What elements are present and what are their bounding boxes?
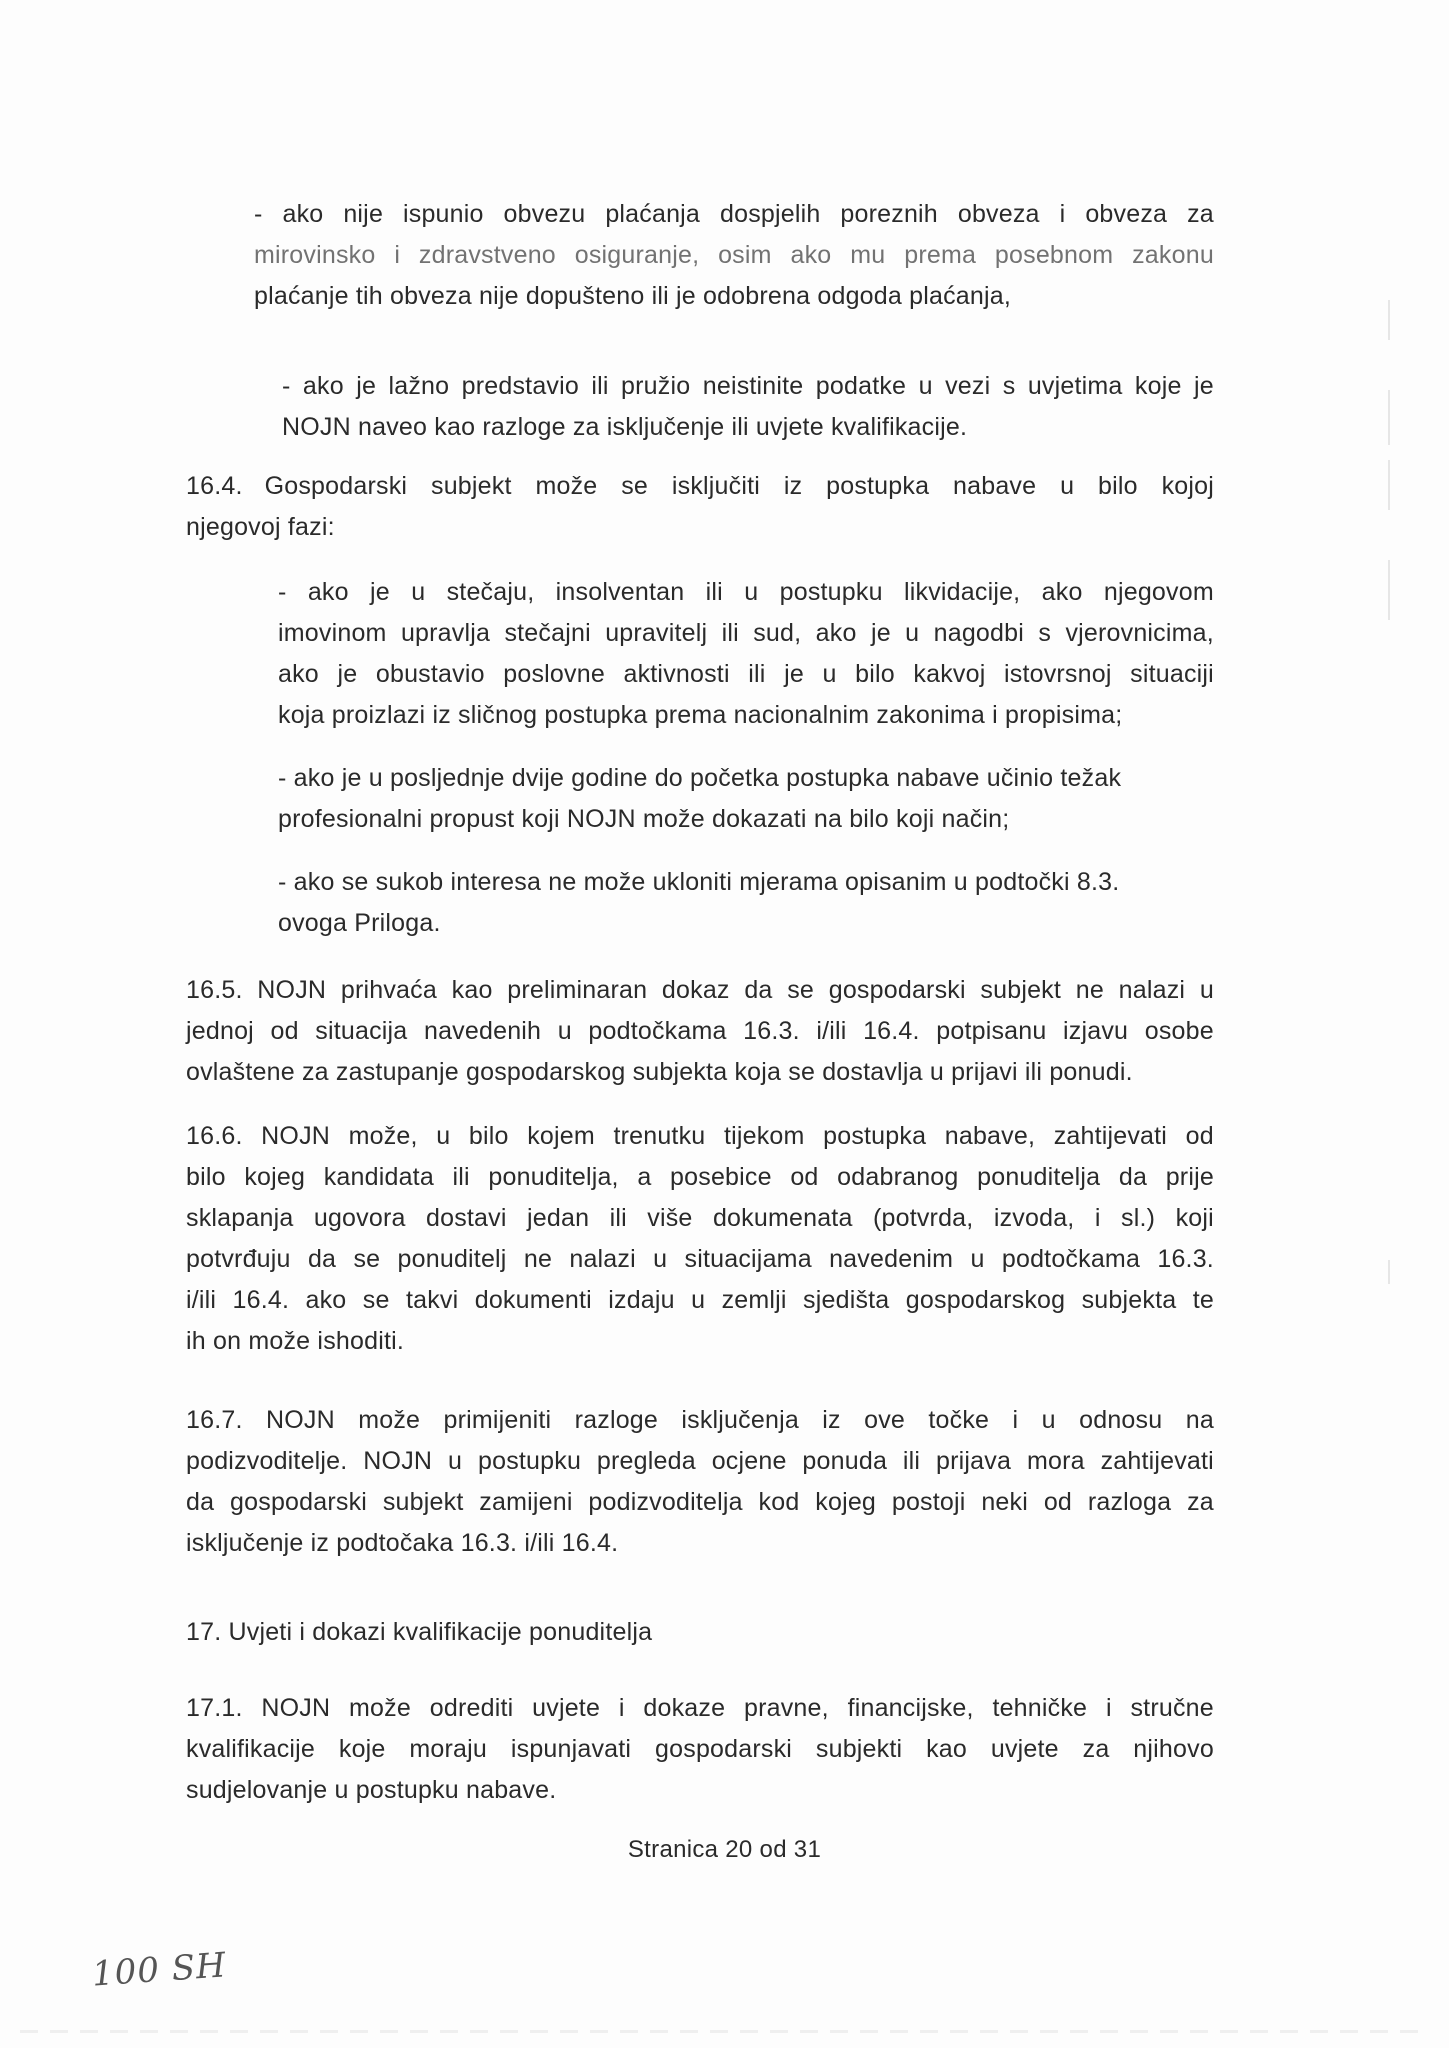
word: ako (790, 241, 832, 269)
word: da (186, 1488, 215, 1516)
word: obustavio (375, 660, 485, 688)
word: u (918, 372, 933, 400)
word: je (784, 660, 804, 688)
word: stečaju, (446, 578, 535, 606)
word: upravlja (400, 619, 491, 647)
word: 16.6. (186, 1122, 243, 1150)
word: točke (928, 1406, 990, 1434)
word: osim (718, 241, 772, 269)
word: navedenim (829, 1245, 954, 1273)
word: neistinite (702, 372, 804, 400)
word: postupku (779, 578, 883, 606)
word: ne (523, 1245, 553, 1273)
section-text: Gospodarski subjekt može se isključiti iz postupka nabave u bilo kojoj (264, 472, 1214, 500)
text-line: koja proizlazi iz sličnog postupka prema nacionalnim zakonima i propisima; (278, 701, 1123, 729)
word: s (1002, 372, 1016, 400)
word: ponuditelja, (488, 1163, 619, 1191)
word: ne (1075, 976, 1104, 1004)
word: poreznih (840, 200, 938, 228)
word: pravne, (744, 1694, 829, 1722)
word: može (358, 1406, 421, 1434)
word: u (653, 1245, 668, 1273)
word: situacijama (684, 1245, 812, 1273)
text-line: - ako se sukob interesa ne može ukloniti mjerama opisanim u podtočki 8.3. (278, 868, 1120, 896)
word: upravitelj (605, 619, 708, 647)
word: od (1185, 1122, 1214, 1150)
word: tijekom (723, 1122, 805, 1150)
word: razloga (1087, 1488, 1172, 1516)
word: 16.5. (186, 976, 243, 1004)
word: bilo (468, 1122, 509, 1150)
word: 16.3. (743, 1017, 800, 1045)
word: predstavio (461, 372, 579, 400)
word: ili (609, 1204, 627, 1232)
heading-17 (186, 1612, 1214, 1653)
word: je (356, 372, 377, 400)
word: nalazi (1118, 976, 1186, 1004)
word: podizvoditelje. (186, 1447, 348, 1475)
word: 16.4. (232, 1286, 290, 1314)
word: posebice (670, 1163, 772, 1191)
word: od (790, 1163, 819, 1191)
word: zahtijevati (1053, 1122, 1168, 1150)
text-line: ovoga Priloga. (278, 909, 441, 937)
word: i/ili (816, 1017, 847, 1045)
word: navedenih (423, 1017, 542, 1045)
word: kvalifikacije (186, 1735, 316, 1763)
word: izdaju (608, 1286, 675, 1314)
word: se (362, 1286, 390, 1314)
section-heading: 17. Uvjeti i dokazi kvalifikacije ponuditelja (186, 1618, 653, 1646)
text-line: NOJN naveo kao razloge za isključenje ili uvjete kvalifikacije. (282, 413, 968, 441)
word: koji (1175, 1204, 1214, 1232)
section-number: 16.4. (186, 472, 243, 500)
word: u (905, 619, 920, 647)
word: u (970, 1245, 985, 1273)
word: lažno (388, 372, 450, 400)
word: ili (902, 1447, 921, 1475)
scan-artifact (20, 2030, 1420, 2033)
word: jednoj (186, 1017, 254, 1045)
word: uvjete (532, 1694, 601, 1722)
text-line (278, 654, 1214, 695)
word: ako (815, 619, 857, 647)
text-line: plaćanje tih obveza nije dopušteno ili je odobrena odgoda plaćanja, (254, 282, 1012, 310)
word: mora (1026, 1447, 1085, 1475)
word: ispunjavati (510, 1735, 632, 1763)
word: odnosu (1079, 1406, 1163, 1434)
word: gospodarski (230, 1488, 368, 1516)
word: (potvrda, (872, 1204, 974, 1232)
word: za (1187, 200, 1214, 228)
word: bilo (186, 1163, 226, 1191)
word: može, (348, 1122, 418, 1150)
word: neki (981, 1488, 1028, 1516)
word: u (744, 578, 759, 606)
word: jedan (527, 1204, 590, 1232)
bullet-professional-misconduct (278, 758, 1214, 840)
word: ako (302, 372, 344, 400)
word: plaćanja (605, 200, 701, 228)
word: zahtijevati (1100, 1447, 1214, 1475)
word: podtočkama (1001, 1245, 1141, 1273)
word: dokumenata (712, 1204, 853, 1232)
text-line (186, 970, 1214, 1011)
word: primijeniti (443, 1406, 552, 1434)
word: od (1043, 1488, 1073, 1516)
word: kojeg (815, 1488, 877, 1516)
word: ocjene (711, 1447, 787, 1475)
text-line (186, 1441, 1214, 1482)
word: isključenja (681, 1406, 799, 1434)
word: gospodarski (828, 976, 966, 1004)
word: uvjete (990, 1735, 1059, 1763)
word: u (1041, 1406, 1056, 1434)
word: - (278, 578, 287, 606)
word: iz (822, 1406, 841, 1434)
word: trenutku (613, 1122, 706, 1150)
word: u (448, 1447, 463, 1475)
word: ponuditelj (397, 1245, 507, 1273)
word: dokaz (661, 976, 730, 1004)
word: odabranog (837, 1163, 959, 1191)
word: odrediti (429, 1694, 514, 1722)
word: dostavi (426, 1204, 507, 1232)
word: subjekta (1081, 1286, 1177, 1314)
word: vezi (945, 372, 991, 400)
word: zakonu (1132, 241, 1214, 269)
word: više (647, 1204, 693, 1232)
word: dokaze (643, 1694, 726, 1722)
word: i (1059, 200, 1066, 228)
word: postoji (891, 1488, 966, 1516)
word: mirovinsko (254, 241, 376, 269)
word: insolventan (555, 578, 685, 606)
text-line (186, 1688, 1214, 1729)
word: stečajni (504, 619, 591, 647)
word: je (370, 578, 390, 606)
word: aktivnosti (623, 660, 730, 688)
word: bilo (855, 660, 895, 688)
word: u (557, 1017, 572, 1045)
word: prihvaća (340, 976, 437, 1004)
text-line (186, 1198, 1214, 1239)
section-16-6 (186, 1116, 1214, 1362)
word: je (1193, 372, 1214, 400)
word: NOJN (363, 1447, 433, 1475)
word: njegovom (1103, 578, 1214, 606)
word: - (282, 372, 291, 400)
word: dokumenti (474, 1286, 592, 1314)
word: - (254, 200, 263, 228)
word: subjekt (382, 1488, 464, 1516)
word: 16.7. (186, 1406, 243, 1434)
text-line: ih on može ishoditi. (186, 1327, 405, 1355)
text-line: profesionalni propust koji NOJN može dokazati na bilo koji način; (278, 805, 1010, 833)
word: preliminaran (507, 976, 648, 1004)
word: poslovne (503, 660, 605, 688)
word: sud, (753, 619, 802, 647)
word: kao (451, 976, 493, 1004)
word: pružio (621, 372, 691, 400)
word: koje (1134, 372, 1182, 400)
word: i (1012, 1406, 1019, 1434)
scan-artifact (1388, 390, 1390, 445)
text-line (282, 366, 1214, 407)
word: potvrđuju (186, 1245, 291, 1273)
word: sjedišta (803, 1286, 890, 1314)
word: istovrsnoj (1004, 660, 1112, 688)
word: izvoda, (993, 1204, 1075, 1232)
word: ako (1041, 578, 1083, 606)
word: koje (338, 1735, 386, 1763)
word: i (618, 1694, 625, 1722)
word: i (1094, 1204, 1101, 1232)
scan-artifact (1388, 1260, 1390, 1284)
scan-artifact (1388, 560, 1390, 620)
word: u (411, 578, 426, 606)
word: ponuditelja (977, 1163, 1101, 1191)
text-line (186, 1729, 1214, 1770)
word: uvjetima (1027, 372, 1123, 400)
word: i (1105, 1694, 1112, 1722)
text-line (278, 613, 1214, 654)
word: a (637, 1163, 652, 1191)
word: nabave, (944, 1122, 1036, 1150)
word: stručne (1130, 1694, 1214, 1722)
word: 17.1. (186, 1694, 243, 1722)
word: u (436, 1122, 451, 1150)
word: postupku (477, 1447, 582, 1475)
word: podatke (815, 372, 907, 400)
word: kao (926, 1735, 968, 1763)
word: subjekti (815, 1735, 903, 1763)
text-line: isključenje iz podtočaka 16.3. i/ili 16.4. (186, 1529, 619, 1557)
section-16-4 (186, 466, 1214, 548)
word: u (1199, 976, 1214, 1004)
word: osiguranje, (574, 241, 700, 269)
word: ili (721, 619, 739, 647)
word: kandidata (323, 1163, 434, 1191)
bullet-tax-obligations (254, 194, 1214, 317)
word: za (1082, 1735, 1110, 1763)
word: ako (278, 660, 319, 688)
word: takvi (405, 1286, 459, 1314)
word: nagodbi (933, 619, 1025, 647)
word: sklapanja (186, 1204, 294, 1232)
word: postupka (823, 1122, 927, 1150)
word: se (353, 1245, 381, 1273)
word: vjerovnicima, (1065, 619, 1214, 647)
text-line: sudjelovanje u postupku nabave. (186, 1776, 557, 1804)
text-line (186, 1157, 1214, 1198)
word: ili (452, 1163, 470, 1191)
word: s (1038, 619, 1052, 647)
text-line (186, 1482, 1214, 1523)
word: ili (591, 372, 609, 400)
word: NOJN (261, 1122, 331, 1150)
text-line (186, 1400, 1214, 1441)
word: obveza (957, 200, 1040, 228)
text-line: - ako je u posljednje dvije godine do početka postupka nabave učinio težak (278, 764, 1122, 792)
word: prijava (936, 1447, 1012, 1475)
word: za (1187, 1488, 1214, 1516)
text-line (186, 1116, 1214, 1157)
word: od (270, 1017, 299, 1045)
word: moraju (409, 1735, 488, 1763)
word: gospodarski (655, 1735, 793, 1763)
word: nije (343, 200, 384, 228)
word: ako (305, 1286, 347, 1314)
text-line (254, 194, 1214, 235)
word: 16.3. (1157, 1245, 1214, 1273)
word: imovinom (278, 619, 387, 647)
word: je (337, 660, 358, 688)
text-line (186, 466, 1214, 507)
word: kod (758, 1488, 800, 1516)
word: posebnom (994, 241, 1114, 269)
word: obveza (1085, 200, 1168, 228)
text-line: ovlaštene za zastupanje gospodarskog subjekta koja se dostavlja u prijavi ili ponudi. (186, 1058, 1133, 1086)
word: kojem (527, 1122, 595, 1150)
word: mu (850, 241, 886, 269)
handwritten-annotation: 100 SH (90, 1945, 228, 1995)
word: da (744, 976, 773, 1004)
word: kojeg (244, 1163, 306, 1191)
page-number-footer: Stranica 20 od 31 (627, 1836, 822, 1863)
word: zemlji (721, 1286, 787, 1314)
word: i (394, 241, 401, 269)
word: u (822, 660, 837, 688)
word: prije (1165, 1163, 1214, 1191)
word: financijske, (847, 1694, 974, 1722)
word: NOJN (261, 1694, 331, 1722)
word: ili (748, 660, 766, 688)
text-line (278, 572, 1214, 613)
word: situaciji (1130, 660, 1214, 688)
word: ugovora (313, 1204, 406, 1232)
word: na (1185, 1406, 1214, 1434)
section-16-7 (186, 1400, 1214, 1564)
word: se (787, 976, 815, 1004)
word: ako (282, 200, 324, 228)
text-line (186, 1239, 1214, 1280)
text-line (186, 1280, 1214, 1321)
word: da (307, 1245, 337, 1273)
scan-artifact (1388, 300, 1390, 340)
word: i/ili (186, 1286, 217, 1314)
word: te (1192, 1286, 1214, 1314)
word: prema (904, 241, 977, 269)
text-line (186, 1011, 1214, 1052)
word: ili (705, 578, 723, 606)
scan-artifact (1388, 460, 1390, 510)
word: nalazi (569, 1245, 636, 1273)
word: sl.) (1121, 1204, 1156, 1232)
word: je (870, 619, 891, 647)
word: potpisanu (936, 1017, 1047, 1045)
word: NOJN (257, 976, 327, 1004)
word: razloge (574, 1406, 659, 1434)
word: ispunio (402, 200, 484, 228)
word: situacija (315, 1017, 408, 1045)
section-17-1 (186, 1688, 1214, 1811)
bullet-bankruptcy (278, 572, 1214, 736)
text-line: njegovoj fazi: (186, 513, 335, 541)
word: osobe (1144, 1017, 1214, 1045)
section-16-5 (186, 970, 1214, 1093)
word: NOJN (265, 1406, 335, 1434)
word: subjekt (980, 976, 1062, 1004)
word: da (1118, 1163, 1148, 1191)
word: ako (307, 578, 349, 606)
word: obvezu (503, 200, 586, 228)
word: gospodarskog (905, 1286, 1066, 1314)
word: zdravstveno (418, 241, 556, 269)
word: podtočkama (588, 1017, 727, 1045)
word: tehničke (992, 1694, 1088, 1722)
word: izjavu (1063, 1017, 1129, 1045)
text-line (254, 235, 1214, 276)
word: njihovo (1133, 1735, 1214, 1763)
word: zamijeni (479, 1488, 573, 1516)
word: 16.4. (863, 1017, 920, 1045)
bullet-false-information (282, 366, 1214, 448)
word: može (349, 1694, 411, 1722)
word: pregleda (596, 1447, 696, 1475)
bullet-conflict-of-interest (278, 862, 1214, 944)
word: podizvoditelja (588, 1488, 743, 1516)
word: u (691, 1286, 706, 1314)
word: ove (864, 1406, 906, 1434)
word: ponuda (802, 1447, 888, 1475)
word: kakvoj (913, 660, 986, 688)
word: likvidacije, (904, 578, 1021, 606)
word: dospjelih (719, 200, 821, 228)
